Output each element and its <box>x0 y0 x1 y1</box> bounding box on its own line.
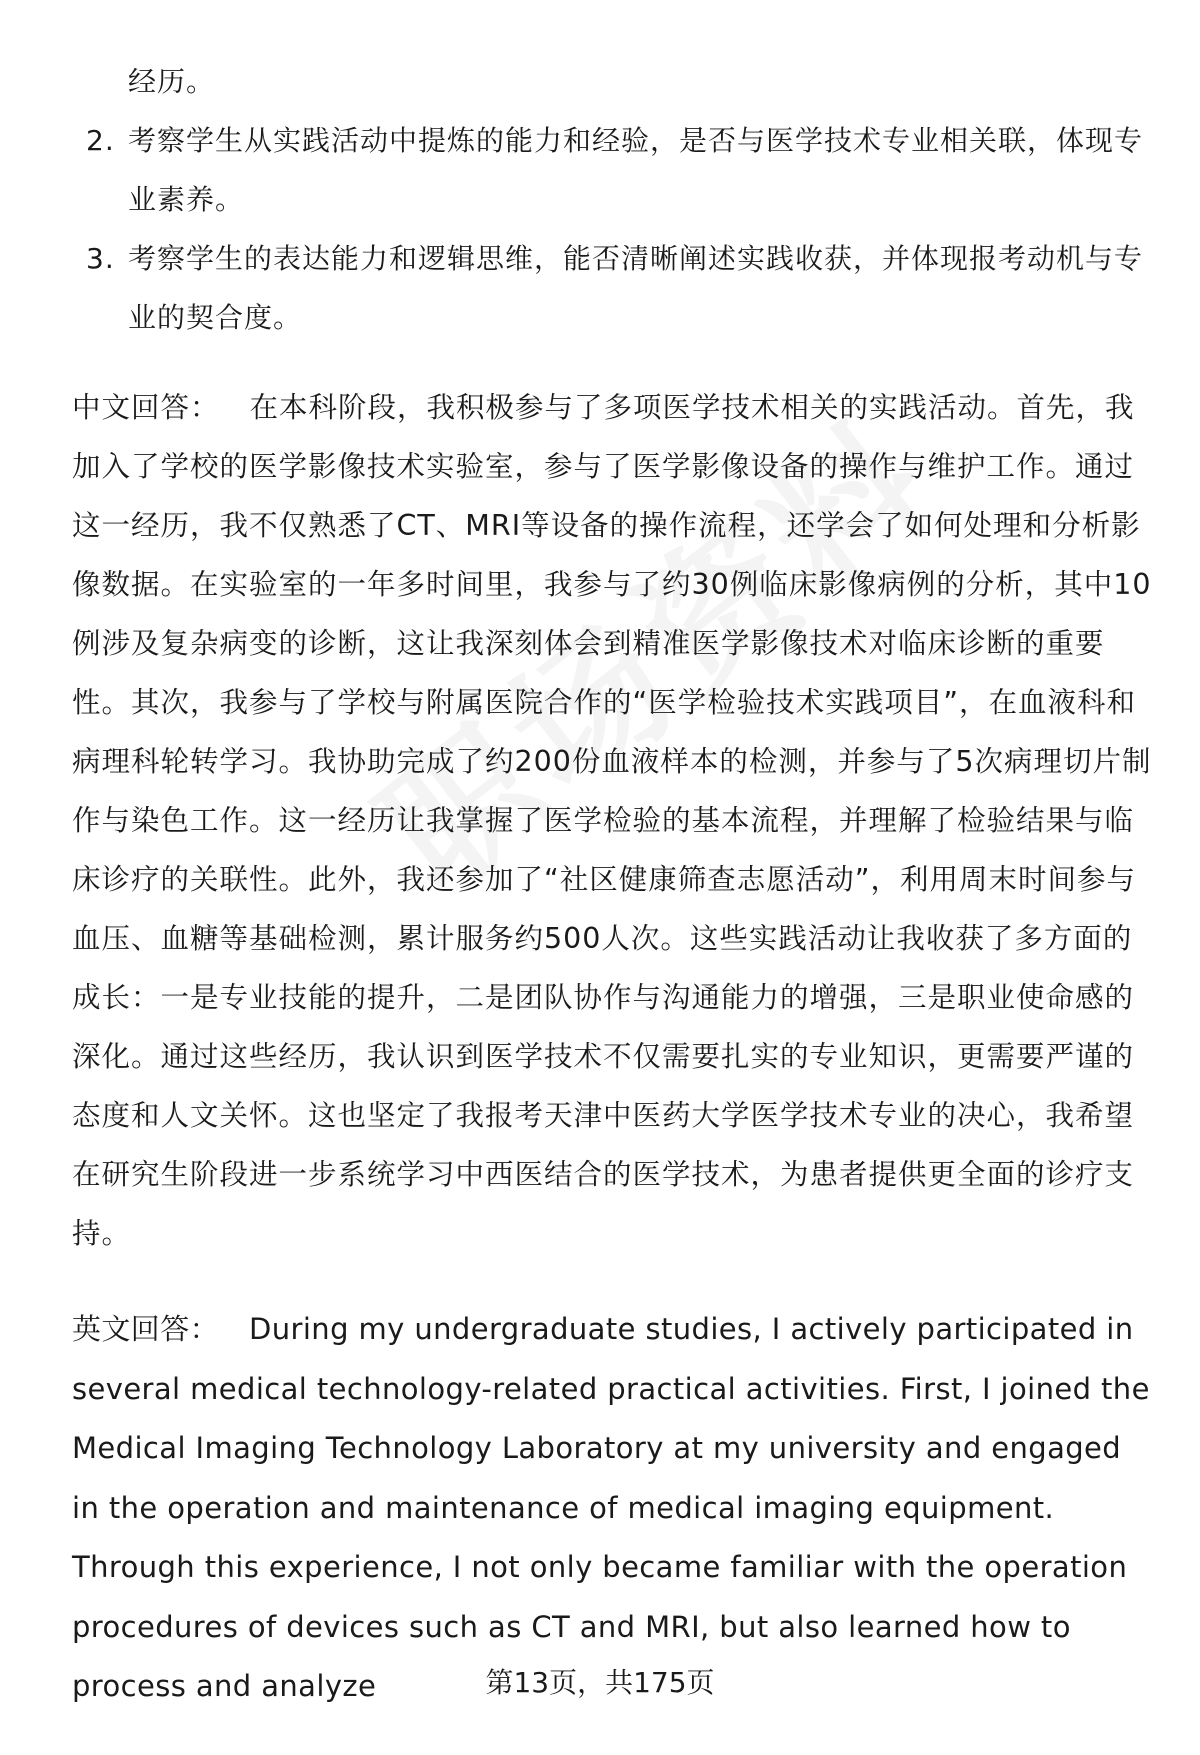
evaluation-points-list <box>72 52 1152 347</box>
page-number: 第13页，共175页 <box>485 1666 715 1699</box>
list-item-continuation <box>72 52 1152 111</box>
list-item <box>72 111 1152 229</box>
list-item-number: 2. <box>86 124 115 157</box>
list-item <box>72 229 1152 347</box>
chinese-answer-text: 在本科阶段，我积极参与了多项医学技术相关的实践活动。首先，我加入了学校的医学影像技术实验室，参与了医学影像设备的操作与维护工作。通过这一经历，我不仅熟悉了CT、MRI等设备的操作流程，还学会了如何处理和分析影像数据。在实验室的一年多时间里，我参与了约30例临床影像病例的分析，其中10例涉及复杂病变的诊断，这让我深刻体会到精准医学影像技术对临床诊断的重要性。其次，我参与了学校与附属医院合作的“医学检验技术实践项目”，在血液科和病理科轮转学习。我协助完成了约200份血液样本的检测，并参与了5次病理切片制作与染色工作。这一经历让我掌握了医学检验的基本流程，并理解了检验结果与临床诊疗的关联性。此外，我还参加了“社区健康筛查志愿活动”，利用周末时间参与血压、血糖等基础检测，累计服务约500人次。这些实践活动让我收获了多方面的成长：一是专业技能的提升，二是团队协作与沟通能力的增强，三是职业使命感的深化。通过这些经历，我认识到医学技术不仅需要扎实的专业知识，更需要严谨的态度和人文关怀。这也坚定了我报考天津中医药大学医学技术专业的决心，我希望在研究生阶段进一步系统学习中西医结合的医学技术，为患者提供更全面的诊疗支持。 <box>72 391 1152 1250</box>
list-item-continuation-text: 经历。 <box>128 65 216 98</box>
list-item-text: 考察学生从实践活动中提炼的能力和经验，是否与医学技术专业相关联，体现专业素养。 <box>128 124 1144 216</box>
list-item-text: 考察学生的表达能力和逻辑思维，能否清晰阐述实践收获，并体现报考动机与专业的契合度。 <box>128 242 1144 334</box>
chinese-answer-label: 中文回答： <box>72 391 220 424</box>
list-item-number: 3. <box>86 242 115 275</box>
chinese-answer-paragraph <box>72 378 1157 1263</box>
english-answer-label: 英文回答： <box>72 1312 220 1346</box>
english-answer-paragraph <box>72 1300 1157 1717</box>
english-answer-text: During my undergraduate studies, I actively participated in several medical technology-related practical activities. First, I joined the Medical Imaging Technology Laboratory at my university and engaged in the operation and maintenance of medical imaging equipment. Through this experience, I not only became familiar with the operation procedures of devices such as CT and MRI, but also learned how to process and analyze <box>72 1312 1150 1703</box>
